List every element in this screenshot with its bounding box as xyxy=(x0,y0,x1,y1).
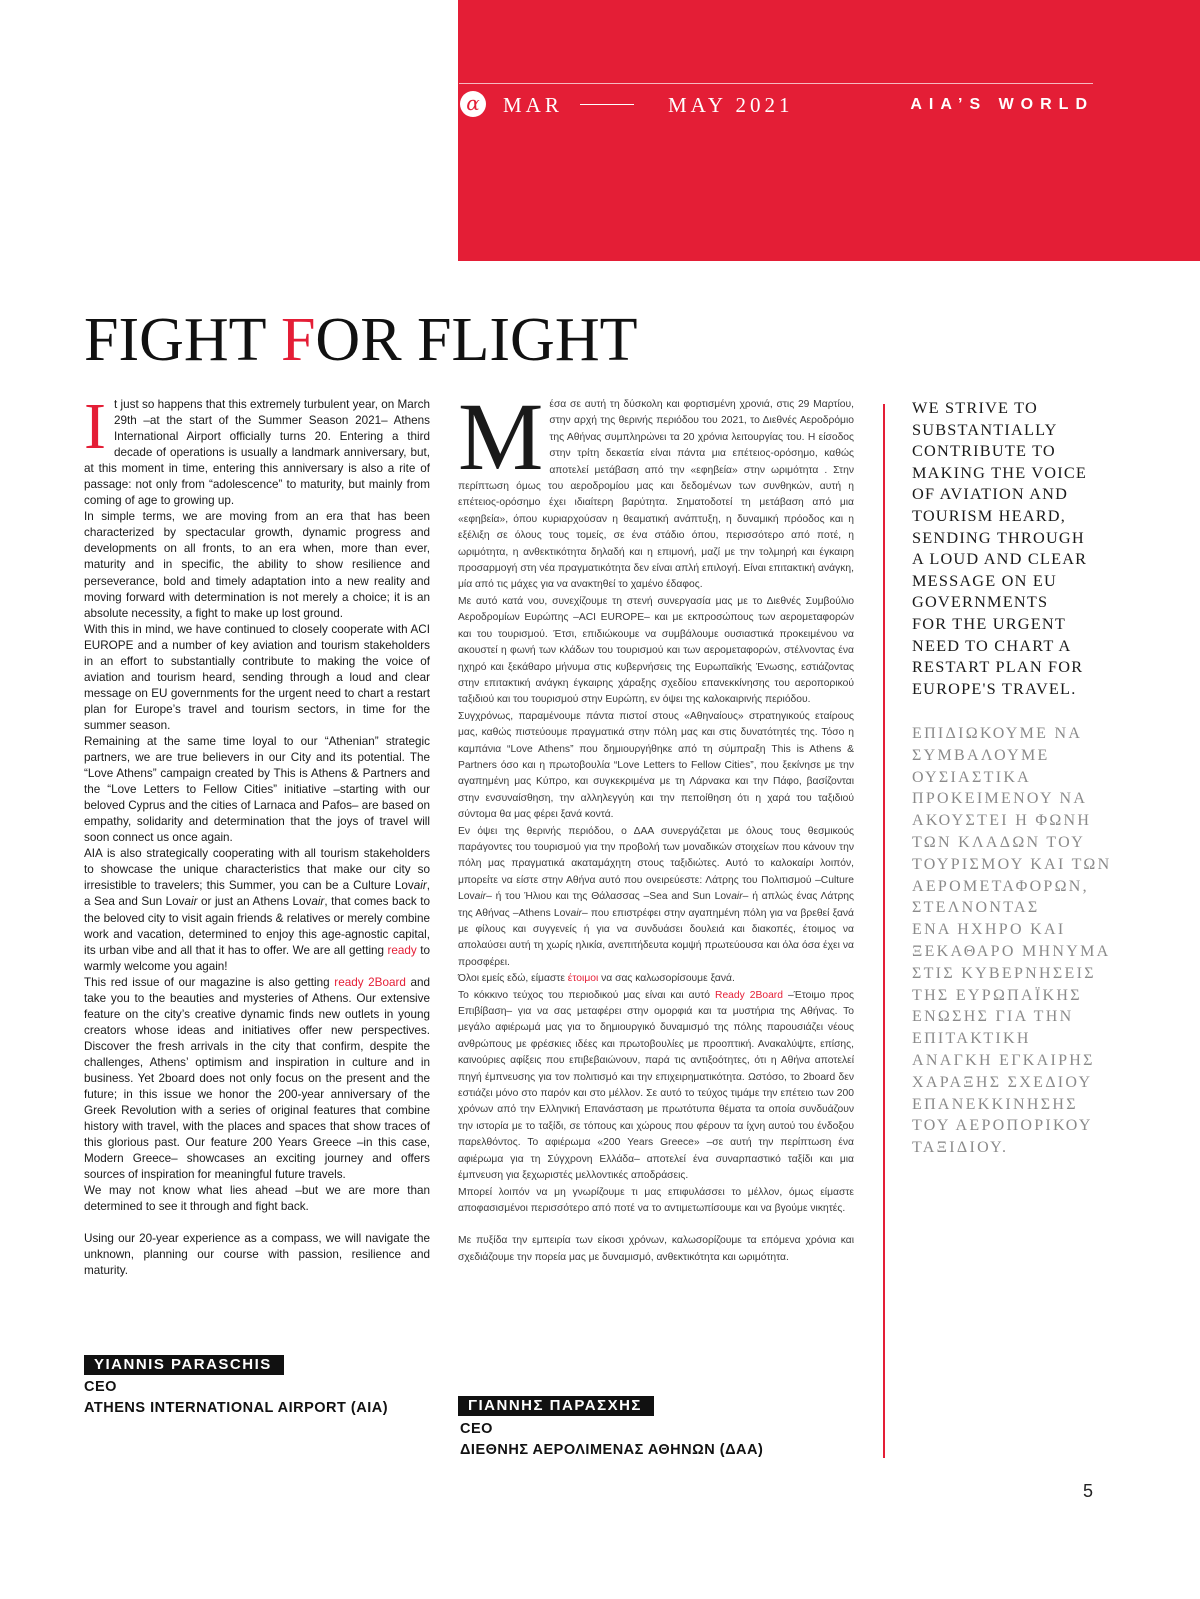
paragraph-text: έσα σε αυτή τη δύσκολη και φορτισμένη χρονιά, στις 29 Μαρτίου, στην αρχή της θερινής περιόδου του 2021, το Διεθνές Αεροδρόμιο της Αθήνας συμπληρώνει τα 20 χρόνια λειτουργίας του. Η είσοδος στην τρίτη δεκαετία είναι πάντα μια επέτειος-ορόσημο, καθώς αποτελεί μετάβαση από την «εφηβεία» στην ωριμότητα . Στην περίπτωση όμως του αεροδρομίου μας και δεδομένων των συνθηκών, αυτή η επέτειος-ορόσημο έχει ιδιαίτερη βαρύτητα. Σηματοδοτεί τη μετάβαση από μια «εφηβεία», όπου κυριαρχούσαν η θεαματική ανάπτυξη, η δυναμική πρόοδος και η εξέλιξη σε όλους τους τομείς, σε ένα στάδιο όπου, περισσότερο από ποτέ, η ωριμότητα, η ανθεκτικότητα δηλαδή και η επιμονή, μαζί με την τολμηρή και έγκαιρη προσαρμογή στη νέα πραγματικότητα δεν είναι απλή επιλογή. Είναι επιτακτική ανάγκη, μία από τις μάχες για να ανακτηθεί το χαμένο έδαφος. xyxy=(458,399,854,591)
text-run: – ή απλώς ένας Λάτρης της Αθήνας –Athens Lov xyxy=(458,891,855,919)
signature-org-greek: ΔΙΕΘΝΗΣ ΑΕΡΟΛΙΜΕΝΑΣ ΑΘΗΝΩΝ (ΔΑΑ) xyxy=(460,1442,764,1458)
signature-name-greek: ΓΙΑΝΝΗΣ ΠΑΡΑΣΧΗΣ xyxy=(458,1396,654,1416)
paragraph xyxy=(84,846,430,974)
text-run: or just an Athens Lov xyxy=(197,895,312,909)
italic-run: air xyxy=(474,891,487,903)
paragraph xyxy=(458,383,854,594)
pull-quote-english: WE STRIVE TO SUBSTANTIALLY CONTRIBUTE TO MAKING THE VOICE OF AVIATION AND TOURISM HEARD, SENDING THROUGH A LOUD AND CLEAR MESSAGE ON EU GOVERNMENTS FOR THE URGENT NEED TO CHART A RESTART PLAN FOR EUROPE'S TRAVEL. xyxy=(912,398,1088,698)
paragraph: Συγχρόνως, παραμένουμε πάντα πιστοί στους «Αθηναίους» στρατηγικούς εταίρους μας, καθώς πιστεύουμε πραγματικά στην πόλη μας και στις δυνατότητές της. Τόσο η καμπάνια “Love Athens” που δημιουργήθηκε από τη σύμπραξη This is Athens & Partners όσο και η πρωτοβουλία “Love Letters to Fellow Cities”, που ξεκίνησε με την αγαπημένη μας Κύπρο, και συγκεκριμένα με τη Λάρνακα και την Πάφο, βασίζονται στην ενσυναίσθηση, την αλληλεγγύη και την πεποίθηση ότι η χαρά του ταξιδιού σύντομα θα μας φέρει ξανά κοντά. xyxy=(458,710,854,821)
italic-run: air xyxy=(731,891,743,903)
text-run: Το κόκκινο τεύχος του περιοδικού μας είναι και αυτό xyxy=(458,989,716,1001)
closing-paragraph: Using our 20-year experience as a compass, we will navigate the unknown, planning our course with passion, resilience and maturity. xyxy=(84,1232,430,1278)
pull-quote-rule xyxy=(883,404,885,1458)
text-run: –Έτοιμο προς Επιβίβαση– για να σας μεταφέρει στην ομορφιά και τα μυστήρια της Αθήνας. Το μεγάλο αφιέρωμά μας για το δημιουργικό δυναμισμό της πόλης παρουσιάζει νέους ανθρώπους με φρέσκιες ιδέες και πρωτοβουλίες με προοπτική. Ανακαλύψτε, επίσης, καινούριες αφίξεις που επιβεβαιώνουν, παρά τις αντιξοότητες, ότι η Αθήνα αποτελεί πηγή έμπνευσης για τον πολιτισμό και την επιχειρηματικότητα. Ωστόσο, το 2board δεν εστιάζει μόνο στο παρόν και στο μέλλον. Σε αυτό το τεύχος τιμάμε την επέτειο των 200 χρόνων από την Ελληνική Επανάσταση με πρωτότυπα θέματα τα οποία συνδυάζουν την ιστορία με το ταξίδι, σε τόπους και χώρους που φέρουν τα ίχνη αυτού του ένδοξου παρελθόντος. Το αφιέρωμα «200 Years Greece» –σε αυτή την περίπτωση ένα αφιέρωμα για τη Σύγχρονη Ελλάδα– αποτελεί ένα συναρπαστικό ταξίδι και μια έμπνευση για ξεχωριστές μελλοντικές αποδράσεις. xyxy=(458,989,854,1182)
headline-red-letter: F xyxy=(280,306,316,374)
italic-run: air xyxy=(570,907,582,919)
paragraph xyxy=(458,971,854,987)
text-run: – που επιστρέφει στην αγαπημένη πόλη για να βρεθεί ξανά με φίλους και συγγενείς ή για να συνδυάσει δουλειά και διακοπές, έτοιμος να απολαύσει αυτή τη χωρίς ηλικία, ανεπιτήδευτα κομψή πρωτεύουσα και όλα όσα έχει να προσφέρει. xyxy=(458,907,854,968)
issue-start-month: MAR xyxy=(503,93,563,117)
paragraph: In simple terms, we are moving from an era that has been characterized by spectacular growth, dynamic progress and developments on all fronts, to an era when, more than ever, maturity and in specific, the ability to show resilience and perseverance, bold and timely adaptation into a new reality and moving forward with determination is not merely a choice; it is an absolute necessity, a fight to make up lost ground. xyxy=(84,510,430,620)
highlight-ready: ready xyxy=(387,943,417,957)
signature-title-english: CEO xyxy=(84,1379,117,1395)
text-run: – ή του Ήλιου και της Θάλασσας –Sea and Sun Lov xyxy=(486,891,732,903)
headline-part-1: FIGHT xyxy=(84,306,281,374)
signature-org-english: ATHENS INTERNATIONAL AIRPORT (AIA) xyxy=(84,1400,389,1416)
drop-cap: Μ xyxy=(458,383,544,490)
closing-paragraph: Με πυξίδα την εμπειρία των είκοσι χρόνων, καλωσορίζουμε τα επόμενα χρόνια και σχεδιάζουμε την πορεία μας με δυναμισμό, ανθεκτικότητα και ωριμότητα. xyxy=(458,1235,854,1263)
header-red-block xyxy=(458,0,1200,261)
paragraph: With this in mind, we have continued to closely cooperate with ACI EUROPE and a number of key aviation and tourism stakeholders in an effort to substantially contribute to making the voice of aviation and tourism heard, sending through a loud and clear message on EU governments for the urgent need to chart a restart plan for Europe’s travel and tourism sectors, in time for the summer season. xyxy=(84,622,430,732)
text-run: να σας καλωσορίσουμε ξανά. xyxy=(598,973,735,985)
issue-end-date: MAY 2021 xyxy=(668,93,794,117)
text-run: to warmly welcome you again! xyxy=(84,943,430,973)
page-number: 5 xyxy=(1083,1481,1094,1501)
paragraph xyxy=(84,975,430,1184)
text-run: AIA is also strategically cooperating with all tourism stakeholders to showcase the unique characteristics that make our city so irresistible to travelers; this Summer, you can be a Culture Lov xyxy=(84,847,430,893)
paragraph: We may not know what lies ahead –but we are more than determined to see it through and fight back. xyxy=(84,1184,430,1214)
header-divider-rule xyxy=(459,83,1093,84)
italic-run: air xyxy=(413,879,427,893)
text-run: Εν όψει της θερινής περιόδου, ο ΔΑΑ συνεργάζεται με όλους τους θεσμικούς παράγοντες του τουρισμού για την προβολή των μοναδικών στοιχείων που κάνουν την πόλη μας πραγματικά ακαταμάχητη στους ταξιδιώτες. Αυτό το καλοκαίρι λοιπόν, μπορείτε να είστε στην Αθήνα αυτό που ονειρεύεστε: Λάτρης του Πολιτισμού –Culture Lov xyxy=(458,825,854,903)
paragraph: Remaining at the same time loyal to our “Athenian” strategic partners, we are true believers in our City and its potential. The “Love Athens” campaign created by This is Athens & Partners and the “Love Letters to Fellow Cities” initiative –starting with our beloved Cyprus and the cities of Larnaca and Pafos– are based on empathy, solidarity and determination that the joys of travel will soon connect us once again. xyxy=(84,734,430,845)
signature-title-greek: CEO xyxy=(460,1421,493,1437)
paragraph xyxy=(84,390,430,509)
article-column-greek xyxy=(458,383,855,1266)
paragraph: Μπορεί λοιπόν να μη γνωρίζουμε τι μας επιφυλάσσει το μέλλον, όμως είμαστε αποφασισμένοι περισσότερο από ποτέ να το αντιμετωπίσουμε και να βγούμε νικητές. xyxy=(458,1186,854,1214)
text-run: This red issue of our magazine is also getting xyxy=(84,975,335,989)
paragraph xyxy=(458,988,854,1185)
text-run: Όλοι εμείς εδώ, είμαστε xyxy=(458,973,568,985)
article-headline xyxy=(84,302,637,378)
text-run: , a Sea and Sun Lov xyxy=(84,879,430,909)
highlight-etoimoi: έτοιμοι xyxy=(567,973,599,985)
italic-run: air xyxy=(311,895,325,909)
paragraph: Με αυτό κατά νου, συνεχίζουμε τη στενή συνεργασία μας με το Διεθνές Συμβούλιο Αεροδρομίων Ευρώπης –ACI EUROPE– και με εκπροσώπους των αερομεταφορών και του τουρισμού. Έτσι, επιδιώκουμε να συμβάλουμε ουσιαστικά προκειμένου να ακουστεί η φωνή των κλάδων του τουρισμού και των αερομεταφορών, στέλνοντας ένα ηχηρό και ξεκάθαρο μήνυμα στις κυβερνήσεις της Ευρωπαϊκής Ένωσης, εστιάζοντας στην επιτακτική ανάγκη έγκαιρης χάραξης σχεδίου επανεκκίνησης του αεροπορικού ταξιδιού και του τουρισμού στην Ευρώπη, εν όψει της καλοκαιρινής περιόδου. xyxy=(458,595,854,706)
signature-name-english: YIANNIS PARASCHIS xyxy=(84,1355,284,1375)
paragraph xyxy=(458,824,854,972)
issue-range-dash xyxy=(580,104,634,105)
drop-cap: I xyxy=(84,390,106,463)
text-run: , that comes back to the beloved city to visit again friends & relatives or merely combine work and vacation, determined to enjoy this age-agnostic capital, its urban vibe and all that it has to offer. We are all getting xyxy=(84,895,430,957)
text-run: and take you to the beauties and mysteries of Athens. Our extensive feature on the city’s creative dynamic finds new outlets in young creators whose ideas and initiatives offer new perspectives. Discover the fresh arrivals in the city that confirm, despite the challenges, Athens’ optimism and inspiration in culture and in business. Yet 2board does not only focus on the present and the future; in this issue we honor the 200-year anniversary of the Greek Revolution with a series of original features that combine history with travel, with the places and spaces that show traces of this glorious past. Our feature 200 Years Greece –in this case, Modern Greece– showcases an exciting journey and offers sources of inspiration for meaningful future travels. xyxy=(84,975,430,1182)
pull-quote-greek: ΕΠΙΔΙΩΚΟΥΜΕ ΝΑ ΣΥΜΒΑΛΟΥΜΕ ΟΥΣΙΑΣΤΙΚΑ ΠΡΟΚΕΙΜΕΝΟΥ ΝΑ ΑΚΟΥΣΤΕΙ Η ΦΩΝΗ ΤΩΝ ΚΛΑΔΩΝ ΤΟΥ ΤΟΥΡΙΣΜΟΥ ΚΑΙ ΤΩΝ ΑΕΡΟΜΕΤΑΦΟΡΩΝ, ΣΤΕΛΝΟΝΤΑΣ ΕΝΑ ΗΧΗΡΟ ΚΑΙ ΞΕΚΑΘΑΡΟ ΜΗΝΥΜΑ ΣΤΙΣ ΚΥΒΕΡΝΗΣΕΙΣ ΤΗΣ ΕΥΡΩΠΑΪΚΗΣ ΕΝΩΣΗΣ ΓΙΑ ΤΗΝ ΕΠΙΤΑΚΤΙΚΗ ΑΝΑΓΚΗ ΕΓΚΑΙΡΗΣ ΧΑΡΑΞΗΣ ΣΧΕΔΙΟΥ ΕΠΑΝΕΚΚΙΝΗΣΗΣ ΤΟΥ ΑΕΡΟΠΟΡΙΚΟΥ ΤΑΞΙΔΙΟΥ. xyxy=(912,725,1112,1157)
italic-run: air xyxy=(184,895,198,909)
section-title: AIA’S WORLD xyxy=(910,96,1094,113)
paragraph-text: t just so happens that this extremely turbulent year, on March 29th –at the start of the Summer Season 2021– Athens International Airport officially turns 20. Entering a third decade of operations is usually a landmark anniversary, but, at this moment in time, entering this anniversary is also a rite of passage: not only from “adolescence” to maturity, but mainly from coming of age to growing up. xyxy=(84,398,430,508)
alpha-logo-icon: α xyxy=(460,91,486,117)
headline-part-2: OR FLIGHT xyxy=(315,306,638,374)
highlight-ready-2board: Ready 2Board xyxy=(715,989,783,1001)
article-column-english xyxy=(84,390,430,1280)
highlight-ready-2board: ready 2Board xyxy=(334,975,406,989)
